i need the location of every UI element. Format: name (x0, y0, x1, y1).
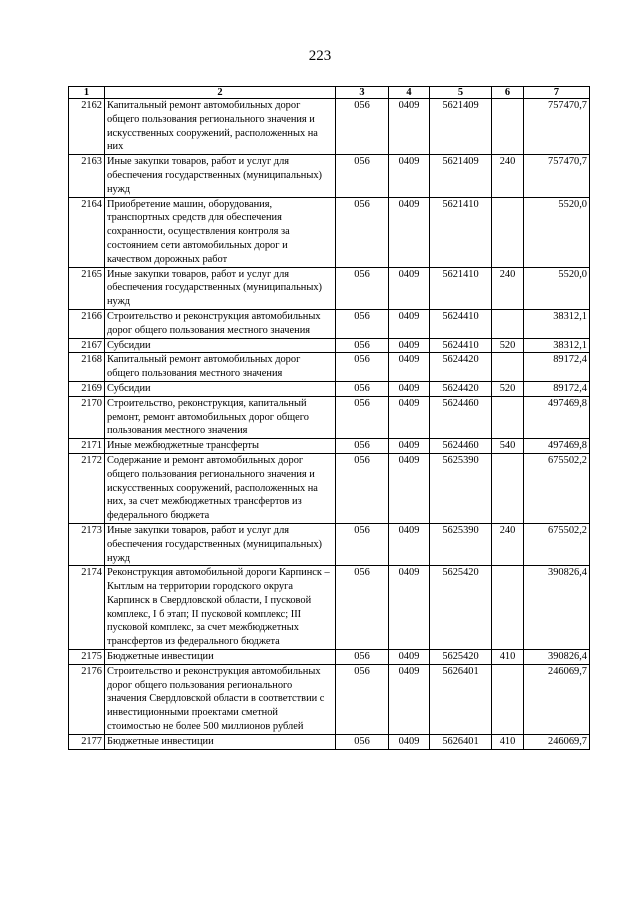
row-col-5: 5621410 (430, 267, 492, 309)
row-description: Строительство, реконструкция, капитальный ремонт, ремонт автомобильных дорог общего пользования местного значения (105, 396, 336, 438)
row-description: Иные закупки товаров, работ и услуг для обеспечения государственных (муниципальных) нужд (105, 523, 336, 565)
row-number: 2172 (69, 453, 105, 523)
row-col-4: 0409 (389, 197, 430, 267)
row-col-6: 240 (492, 267, 524, 309)
row-number: 2163 (69, 155, 105, 197)
row-col-3: 056 (336, 650, 389, 665)
table-row (69, 523, 590, 565)
row-col-4: 0409 (389, 155, 430, 197)
row-col-3: 056 (336, 453, 389, 523)
row-col-5: 5625420 (430, 566, 492, 650)
row-col-4: 0409 (389, 439, 430, 454)
row-col-6 (492, 396, 524, 438)
row-number: 2168 (69, 353, 105, 382)
table-row (69, 566, 590, 650)
row-amount: 675502,2 (524, 453, 590, 523)
row-col-3: 056 (336, 99, 389, 155)
row-number: 2167 (69, 338, 105, 353)
header-col-6: 6 (492, 87, 524, 99)
table-row (69, 439, 590, 454)
row-col-4: 0409 (389, 523, 430, 565)
row-amount: 5520,0 (524, 197, 590, 267)
row-amount: 497469,8 (524, 439, 590, 454)
row-col-6 (492, 197, 524, 267)
row-col-6: 410 (492, 734, 524, 749)
row-description: Реконструкция автомобильной дороги Карпинск – Кытлым на территории городского округа Карпинск в Свердловской области, I пусковой комплекс, I б этап; II пусковой комплекс; III пусковой комплекс, за счет межбюджетных трансфертов из федерального бюджета (105, 566, 336, 650)
table-row (69, 338, 590, 353)
row-col-3: 056 (336, 267, 389, 309)
row-col-4: 0409 (389, 381, 430, 396)
row-col-5: 5624410 (430, 338, 492, 353)
row-number: 2164 (69, 197, 105, 267)
table-row (69, 396, 590, 438)
row-number: 2166 (69, 309, 105, 338)
row-col-5: 5624420 (430, 381, 492, 396)
row-col-6: 520 (492, 338, 524, 353)
row-description: Приобретение машин, оборудования, транспортных средств для обеспечения сохранности, осуществления контроля за состоянием сети автомобильных дорог и качеством дорожных работ (105, 197, 336, 267)
page-number: 223 (308, 48, 332, 64)
row-description: Бюджетные инвестиции (105, 734, 336, 749)
row-number: 2177 (69, 734, 105, 749)
row-col-6 (492, 566, 524, 650)
row-col-4: 0409 (389, 396, 430, 438)
row-col-4: 0409 (389, 99, 430, 155)
row-amount: 757470,7 (524, 99, 590, 155)
row-number: 2176 (69, 664, 105, 734)
table-row (69, 453, 590, 523)
table-row (69, 99, 590, 155)
row-col-5: 5621409 (430, 99, 492, 155)
row-col-3: 056 (336, 155, 389, 197)
table-row (69, 650, 590, 665)
row-col-5: 5621410 (430, 197, 492, 267)
table-row (69, 309, 590, 338)
budget-table (68, 86, 590, 750)
table-row (69, 267, 590, 309)
row-col-4: 0409 (389, 267, 430, 309)
row-description: Содержание и ремонт автомобильных дорог общего пользования регионального значения и искусственных сооружений, расположенных на них, за счет межбюджетных трансфертов из федерального бюджета (105, 453, 336, 523)
row-col-3: 056 (336, 381, 389, 396)
row-amount: 390826,4 (524, 650, 590, 665)
row-col-3: 056 (336, 396, 389, 438)
row-col-6: 540 (492, 439, 524, 454)
row-col-4: 0409 (389, 664, 430, 734)
table-row (69, 734, 590, 749)
row-col-5: 5621409 (430, 155, 492, 197)
table-row (69, 381, 590, 396)
row-col-5: 5624420 (430, 353, 492, 382)
row-amount: 89172,4 (524, 381, 590, 396)
row-amount: 38312,1 (524, 309, 590, 338)
row-col-6: 520 (492, 381, 524, 396)
row-description: Бюджетные инвестиции (105, 650, 336, 665)
row-number: 2175 (69, 650, 105, 665)
row-number: 2170 (69, 396, 105, 438)
row-amount: 246069,7 (524, 664, 590, 734)
row-col-5: 5624410 (430, 309, 492, 338)
row-col-4: 0409 (389, 309, 430, 338)
table-row (69, 197, 590, 267)
row-description: Капитальный ремонт автомобильных дорог общего пользования регионального значения и искусственных сооружений, расположенных на них (105, 99, 336, 155)
row-col-5: 5625390 (430, 453, 492, 523)
header-col-1: 1 (69, 87, 105, 99)
row-col-3: 056 (336, 566, 389, 650)
row-col-5: 5624460 (430, 439, 492, 454)
header-col-3: 3 (336, 87, 389, 99)
row-description: Капитальный ремонт автомобильных дорог общего пользования местного значения (105, 353, 336, 382)
row-col-3: 056 (336, 734, 389, 749)
row-col-3: 056 (336, 353, 389, 382)
header-row (69, 87, 590, 99)
row-description: Иные закупки товаров, работ и услуг для обеспечения государственных (муниципальных) нужд (105, 267, 336, 309)
row-amount: 390826,4 (524, 566, 590, 650)
row-col-4: 0409 (389, 453, 430, 523)
row-amount: 246069,7 (524, 734, 590, 749)
row-number: 2174 (69, 566, 105, 650)
row-amount: 497469,8 (524, 396, 590, 438)
row-amount: 675502,2 (524, 523, 590, 565)
header-col-5: 5 (430, 87, 492, 99)
row-col-4: 0409 (389, 353, 430, 382)
row-col-6: 410 (492, 650, 524, 665)
row-col-3: 056 (336, 309, 389, 338)
row-col-4: 0409 (389, 734, 430, 749)
row-description: Иные закупки товаров, работ и услуг для обеспечения государственных (муниципальных) нужд (105, 155, 336, 197)
row-number: 2173 (69, 523, 105, 565)
row-description: Строительство и реконструкция автомобильных дорог общего пользования местного значения (105, 309, 336, 338)
row-col-3: 056 (336, 523, 389, 565)
header-col-2: 2 (105, 87, 336, 99)
row-number: 2171 (69, 439, 105, 454)
row-description: Субсидии (105, 338, 336, 353)
row-col-6 (492, 353, 524, 382)
row-col-3: 056 (336, 439, 389, 454)
row-col-4: 0409 (389, 566, 430, 650)
header-col-7: 7 (524, 87, 590, 99)
row-amount: 757470,7 (524, 155, 590, 197)
row-number: 2165 (69, 267, 105, 309)
row-description: Строительство и реконструкция автомобильных дорог общего пользования регионального значения Свердловской области в соответствии с инвестиционными проектами сметной стоимостью не более 500 миллионов рублей (105, 664, 336, 734)
table-row (69, 155, 590, 197)
row-col-6: 240 (492, 523, 524, 565)
table-row (69, 353, 590, 382)
row-description: Иные межбюджетные трансферты (105, 439, 336, 454)
row-col-6 (492, 664, 524, 734)
row-amount: 89172,4 (524, 353, 590, 382)
row-col-5: 5626401 (430, 664, 492, 734)
row-description: Субсидии (105, 381, 336, 396)
table-row (69, 664, 590, 734)
row-col-3: 056 (336, 338, 389, 353)
row-amount: 5520,0 (524, 267, 590, 309)
header-col-4: 4 (389, 87, 430, 99)
row-col-4: 0409 (389, 338, 430, 353)
row-col-6: 240 (492, 155, 524, 197)
row-col-5: 5626401 (430, 734, 492, 749)
row-col-3: 056 (336, 664, 389, 734)
row-col-6 (492, 99, 524, 155)
row-col-5: 5624460 (430, 396, 492, 438)
row-amount: 38312,1 (524, 338, 590, 353)
row-number: 2162 (69, 99, 105, 155)
row-col-5: 5625390 (430, 523, 492, 565)
row-number: 2169 (69, 381, 105, 396)
row-col-5: 5625420 (430, 650, 492, 665)
row-col-6 (492, 453, 524, 523)
row-col-3: 056 (336, 197, 389, 267)
row-col-6 (492, 309, 524, 338)
row-col-4: 0409 (389, 650, 430, 665)
